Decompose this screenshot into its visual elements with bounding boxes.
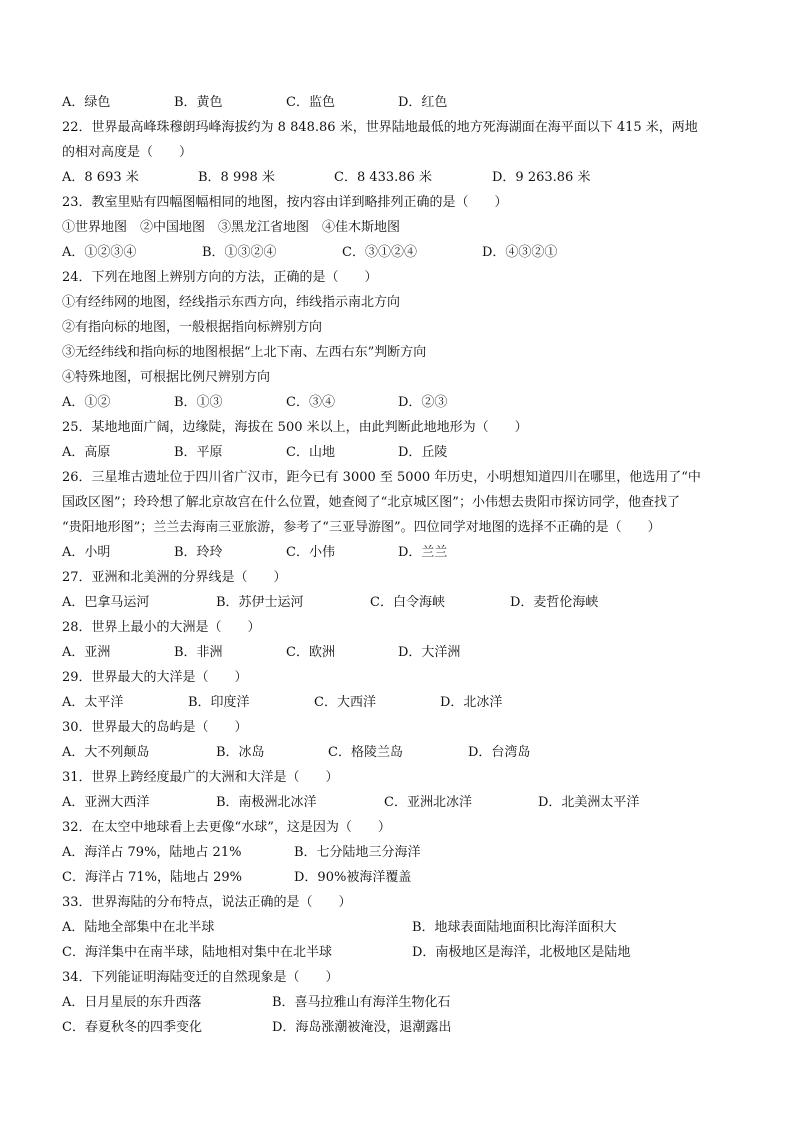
q24-option-c: C．③④	[286, 395, 335, 410]
q29-option-b: B．印度洋	[188, 695, 250, 710]
q33-option-a: A．陆地全部集中在北半球	[62, 920, 215, 935]
q29-options	[62, 690, 742, 715]
q32-option-a: A．海洋占 79%，陆地占 21%	[62, 845, 242, 860]
q23-stem: 23．教室里贴有四幅图幅相同的地图，按内容由详到略排列正确的是（ ）	[62, 195, 508, 210]
q32-option-b: B．七分陆地三分海洋	[294, 845, 421, 860]
q30-option-a: A．大不列颠岛	[62, 745, 150, 760]
q22-option-c: C．8 433.86 米	[334, 170, 432, 185]
q24-statement-3: ③无经纬线和指向标的地图根据“上北下南、左西右东”判断方向	[62, 345, 427, 360]
q31-option-d: D．北美洲太平洋	[538, 795, 640, 810]
q21-option-a: A．绿色	[62, 95, 111, 110]
q24-statement-2: ②有指向标的地图，一般根据指向标辨别方向	[62, 320, 323, 335]
q32-options-row1	[62, 840, 742, 865]
q26-option-d: D．兰兰	[398, 545, 448, 560]
q22-stem-line2: 的相对高度是（ ）	[62, 145, 193, 160]
q25-options	[62, 440, 742, 465]
q33-option-c: C．海洋集中在南半球，陆地相对集中在北半球	[62, 945, 332, 960]
q23-option-b: B．①③②④	[202, 245, 277, 260]
q33-options-row1	[62, 915, 742, 940]
q21-option-b: B．黄色	[174, 95, 223, 110]
q34-options-row2	[62, 1015, 742, 1040]
q24-options	[62, 390, 742, 415]
q33-option-b: B．地球表面陆地面积比海洋面积大	[412, 920, 617, 935]
q26-option-a: A．小明	[62, 545, 111, 560]
q25-option-a: A．高原	[62, 445, 111, 460]
q24-stem: 24．下列在地图上辨别方向的方法，正确的是（ ）	[62, 270, 378, 285]
q31-option-a: A．亚洲大西洋	[62, 795, 150, 810]
q28-options	[62, 640, 742, 665]
q24-option-b: B．①③	[174, 395, 223, 410]
q31-options	[62, 790, 742, 815]
q34-options-row1	[62, 990, 742, 1015]
q34-option-b: B．喜马拉雅山有海洋生物化石	[272, 995, 451, 1010]
q24-statement-4: ④特殊地图，可根据比例尺辨别方向	[62, 370, 271, 385]
q24-statement-1: ①有经纬网的地图，经线指示东西方向，纬线指示南北方向	[62, 295, 401, 310]
q32-option-c: C．海洋占 71%，陆地占 29%	[62, 870, 243, 885]
q27-option-c: C．白令海峡	[370, 595, 445, 610]
q22-stem-line1: 22．世界最高峰珠穆朗玛峰海拔约为 8 848.86 米，世界陆地最低的地方死海湖面在海平面以下 415 米，两地	[62, 120, 698, 135]
q28-option-c: C．欧洲	[286, 645, 335, 660]
q21-options	[62, 90, 742, 115]
q22-options	[62, 165, 742, 190]
q34-option-d: D．海岛涨潮被淹没，退潮露出	[272, 1020, 452, 1035]
q22-option-a: A．8 693 米	[62, 170, 139, 185]
q34-option-a: A．日月星辰的东升西落	[62, 995, 202, 1010]
q22-option-b: B．8 998 米	[198, 170, 275, 185]
q34-option-c: C．春夏秋冬的四季变化	[62, 1020, 202, 1035]
q33-stem: 33．世界海陆的分布特点，说法正确的是（ ）	[62, 895, 352, 910]
q26-stem-line1: 26．三星堆古遗址位于四川省广汉市，距今已有 3000 至 5000 年历史，小明想知道四川在哪里，他选用了“中	[62, 470, 701, 485]
q21-option-d: D．红色	[398, 95, 448, 110]
q31-option-b: B．南极洲北冰洋	[216, 795, 317, 810]
q28-stem: 28．世界上最小的大洲是（ ）	[62, 620, 261, 635]
q30-stem: 30．世界最大的岛屿是（ ）	[62, 720, 248, 735]
q29-option-d: D．北冰洋	[440, 695, 503, 710]
q26-option-b: B．玲玲	[174, 545, 223, 560]
q26-stem-line2: 国政区图”；玲玲想了解北京故宫在什么位置，她查阅了“北京城区图”；小伟想去贵阳市探访同学，他查找了	[62, 495, 680, 510]
q32-stem: 32．在太空中地球看上去更像“水球”，这是因为（ ）	[62, 820, 391, 835]
q30-option-b: B．冰岛	[216, 745, 265, 760]
q32-option-d: D．90%被海洋覆盖	[294, 870, 412, 885]
question-list	[62, 90, 742, 1040]
q29-option-c: C．大西洋	[314, 695, 376, 710]
q31-stem: 31．世界上跨经度最广的大洲和大洋是（ ）	[62, 770, 339, 785]
q23-options	[62, 240, 742, 265]
q30-options	[62, 740, 742, 765]
q30-option-c: C．格陵兰岛	[328, 745, 403, 760]
q25-stem: 25．某地地面广阔，边缘陡，海拔在 500 米以上，由此判断此地地形为（ ）	[62, 420, 528, 435]
q24-option-a: A．①②	[62, 395, 111, 410]
q25-option-b: B．平原	[174, 445, 223, 460]
q25-option-d: D．丘陵	[398, 445, 448, 460]
q27-option-b: B．苏伊士运河	[216, 595, 304, 610]
q27-stem: 27．亚洲和北美洲的分界线是（ ）	[62, 570, 287, 585]
q23-option-d: D．④③②①	[482, 245, 558, 260]
q23-option-c: C．③①②④	[342, 245, 417, 260]
q29-option-a: A．太平洋	[62, 695, 124, 710]
q26-stem-line3: “贵阳地形图”；兰兰去海南三亚旅游，参考了“三亚导游图”。四位同学对地图的选择不正确的是（ ）	[62, 520, 661, 535]
q26-option-c: C．小伟	[286, 545, 335, 560]
q22-option-d: D．9 263.86 米	[492, 170, 591, 185]
q29-stem: 29．世界最大的大洋是（ ）	[62, 670, 248, 685]
q28-option-d: D．大洋洲	[398, 645, 461, 660]
q26-options	[62, 540, 742, 565]
q28-option-a: A．亚洲	[62, 645, 111, 660]
q34-stem: 34．下列能证明海陆变迁的自然现象是（ ）	[62, 970, 339, 985]
q27-option-a: A．巴拿马运河	[62, 595, 150, 610]
q23-items: ①世界地图 ②中国地图 ③黑龙江省地图 ④佳木斯地图	[62, 220, 401, 235]
q27-options	[62, 590, 742, 615]
q33-options-row2	[62, 940, 742, 965]
q24-option-d: D．②③	[398, 395, 448, 410]
q23-option-a: A．①②③④	[62, 245, 137, 260]
q25-option-c: C．山地	[286, 445, 335, 460]
q33-option-d: D．南极地区是海洋，北极地区是陆地	[412, 945, 631, 960]
q21-option-c: C．监色	[286, 95, 335, 110]
q30-option-d: D．台湾岛	[468, 745, 531, 760]
q27-option-d: D．麦哲伦海峡	[510, 595, 599, 610]
q31-option-c: C．亚洲北冰洋	[384, 795, 472, 810]
q32-options-row2	[62, 865, 742, 890]
q28-option-b: B．非洲	[174, 645, 223, 660]
